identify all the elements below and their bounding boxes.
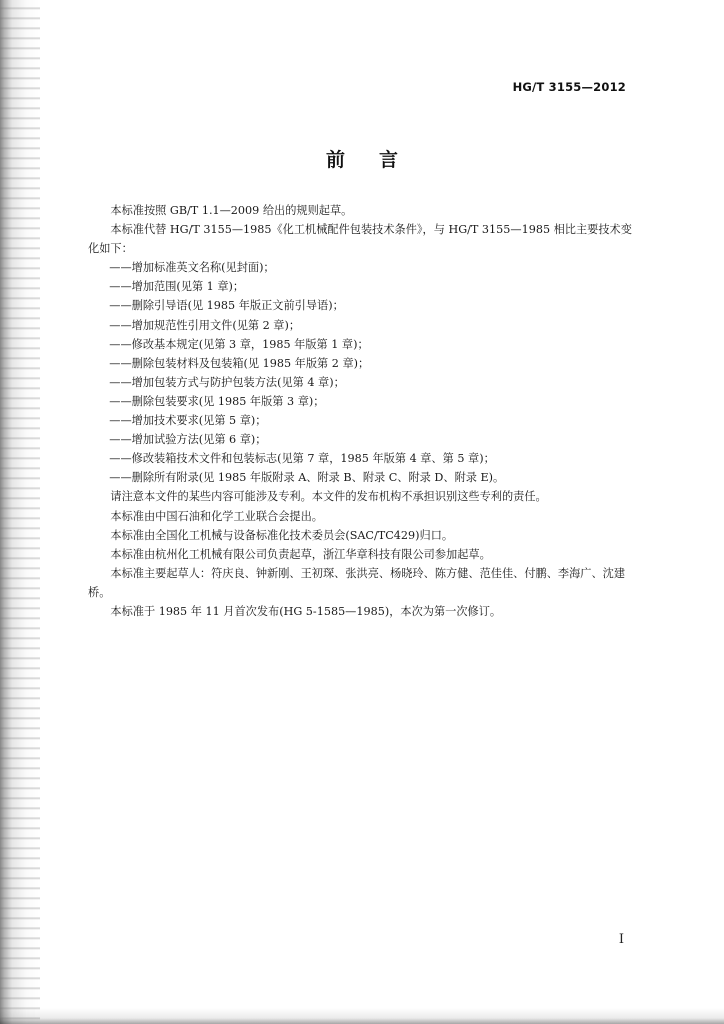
change-item: ——修改基本规定(见第 3 章，1985 年版第 1 章)；	[109, 337, 369, 351]
change-item: ——增加试验方法(见第 6 章)；	[109, 433, 267, 447]
change-item: ——增加标准英文名称(见封面)；	[109, 261, 275, 275]
change-item: ——删除引导语(见 1985 年版正文前引导语)；	[109, 299, 344, 313]
change-item: ——删除所有附录(见 1985 年版附录 A、附录 B、附录 C、附录 D、附录 E)。	[109, 471, 505, 485]
paragraph-proposer: 本标准由中国石油和化学工业联合会提出。	[110, 509, 323, 523]
change-item: ——增加技术要求(见第 5 章)；	[109, 414, 267, 428]
paragraph-drafting-units: 本标准由杭州化工机械有限公司负责起草，浙江华章科技有限公司参加起草。	[110, 547, 491, 561]
page-title: 前言	[325, 149, 432, 171]
paragraph-publication-history: 本标准于 1985 年 11 月首次发布(HG 5-1585—1985)，本次为第一次修订。	[110, 604, 502, 618]
change-item: ——增加包装方式与防护包装方法(见第 4 章)；	[109, 375, 345, 389]
paragraph-patent-notice: 请注意本文件的某些内容可能涉及专利。本文件的发布机构不承担识别这些专利的责任。	[110, 490, 547, 504]
change-list	[88, 258, 633, 487]
paragraph-replacement: 本标准代替 HG/T 3155—1985《化工机械配件包装技术条件》，与 HG/T 3155—1985 相比主要技术变化如下：	[88, 223, 632, 256]
paragraph-drafting-rules: 本标准按照 GB/T 1.1—2009 给出的规则起草。	[110, 204, 353, 217]
document-code: HG/T 3155—2012	[512, 80, 626, 94]
change-item: ——修改装箱技术文件和包装标志(见第 7 章，1985 年版第 4 章、第 5 章)；	[109, 452, 495, 466]
change-item: ——删除包装材料及包装箱(见 1985 年版第 2 章)；	[109, 356, 370, 370]
paragraph-technical-committee: 本标准由全国化工机械与设备标准化技术委员会(SAC/TC429)归口。	[110, 528, 454, 542]
paragraph-drafters: 本标准主要起草人：符庆良、钟新刚、王初琛、张洪亮、杨晓玲、陈方健、范佳佳、付鹏、李海广、沈建桥。	[88, 566, 626, 599]
change-item: ——增加规范性引用文件(见第 2 章)；	[109, 318, 301, 332]
page-number: I	[618, 932, 624, 947]
scan-bottom-shadow	[0, 1008, 724, 1024]
change-item: ——增加范围(见第 1 章)；	[109, 280, 245, 294]
foreword-body	[88, 201, 633, 621]
change-item: ——删除包装要求(见 1985 年版第 3 章)；	[109, 394, 325, 408]
